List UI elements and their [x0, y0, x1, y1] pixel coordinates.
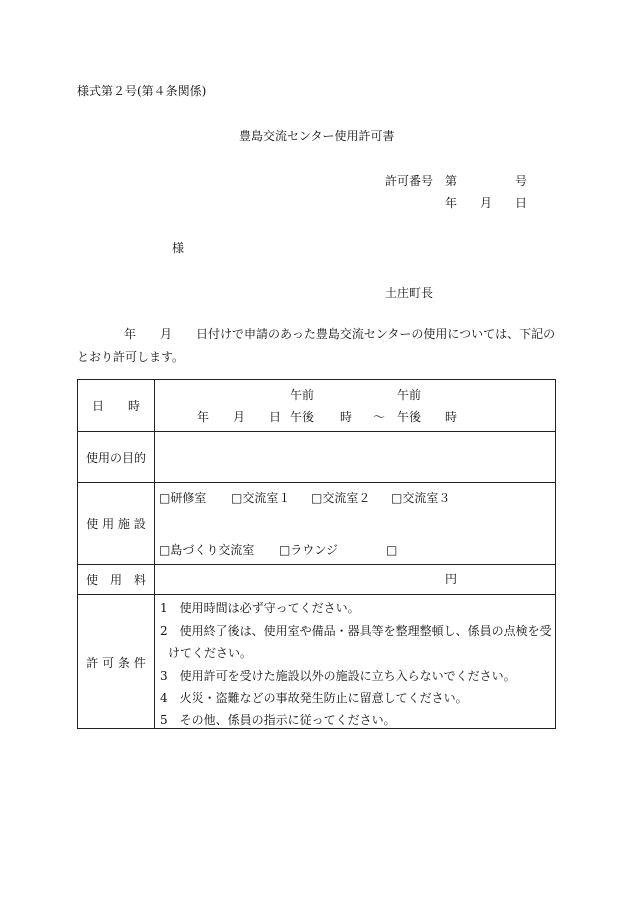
dt-year: 年	[197, 410, 210, 424]
body-text-line2: とおり許可します。	[77, 350, 185, 364]
row-label-purpose: 使用の目的	[85, 450, 146, 465]
table-column-divider	[154, 380, 155, 728]
dt-day: 日	[269, 410, 282, 424]
date-month: 月	[480, 196, 493, 210]
facility-checkbox[interactable]: □島づくり交流室	[159, 543, 255, 557]
issuer-name: 土庄町長	[385, 286, 434, 300]
addressee-honorific: 様	[172, 241, 185, 255]
row-label-fee: 使 用 料	[85, 573, 146, 587]
dt-hour-start: 時	[340, 410, 353, 424]
row-label-conditions: 許 可 条 件	[86, 655, 146, 670]
facility-checkbox[interactable]: □研修室	[159, 491, 207, 505]
facility-checkbox[interactable]: □交流室３	[391, 491, 451, 505]
condition-item: 2 使用終了後は、使用室や備品・器具等を整理整頓し、係員の点検を受	[160, 624, 552, 638]
facility-checkbox[interactable]: □ラウンジ	[279, 543, 339, 557]
row-label-facilities: 使 用 施 設	[86, 517, 146, 531]
condition-item: 5 その他、係員の指示に従ってください。	[160, 713, 396, 727]
condition-item: 1 使用時間は必ず守ってください。	[160, 601, 360, 615]
permit-dai: 第	[445, 174, 458, 188]
facility-checkbox[interactable]: □	[386, 543, 398, 557]
body-text-line1: 日付けで申請のあった豊島交流センターの使用については、下記の	[196, 327, 556, 341]
fee-unit: 円	[445, 572, 458, 586]
facility-checkbox[interactable]: □交流室１	[231, 491, 291, 505]
permit-number-label: 許可番号	[385, 174, 434, 188]
dt-gogo-end: 午後	[397, 410, 422, 424]
permit-table	[77, 379, 556, 729]
permit-go: 号	[515, 174, 528, 188]
document-title: 豊島交流センター使用許可書	[239, 129, 395, 143]
facility-checkbox[interactable]: □交流室２	[311, 491, 371, 505]
condition-item-continued: けてください。	[168, 646, 253, 660]
dt-gogo-start: 午後	[290, 410, 315, 424]
body-year: 年	[124, 327, 137, 341]
form-number: 様式第２号(第４条関係)	[77, 84, 207, 98]
condition-item: 4 火災・盗難などの事故発生防止に留意してください。	[160, 691, 468, 705]
dt-month: 月	[233, 410, 246, 424]
row-label-datetime: 日 時	[91, 399, 140, 413]
condition-item: 3 使用許可を受けた施設以外の施設に立ち入らないでください。	[160, 669, 516, 683]
dt-tilde: 〜	[373, 410, 386, 424]
date-day: 日	[515, 196, 528, 210]
date-year: 年	[445, 196, 458, 210]
dt-gozen-start: 午前	[290, 388, 315, 402]
body-month: 月	[160, 327, 173, 341]
dt-hour-end: 時	[445, 410, 458, 424]
dt-gozen-end: 午前	[397, 388, 422, 402]
